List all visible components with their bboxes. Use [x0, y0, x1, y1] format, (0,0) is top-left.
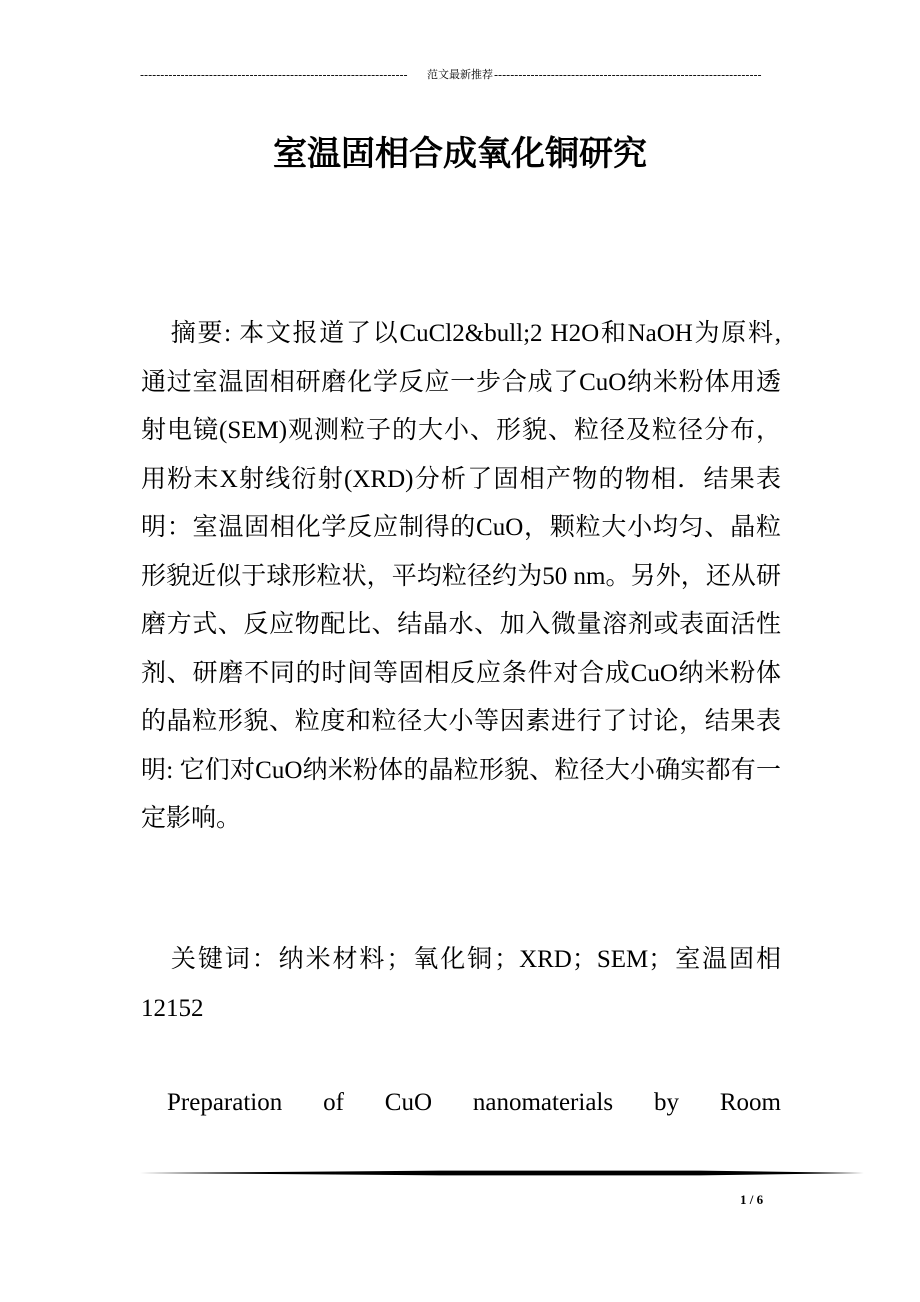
- page-number: 1 / 6: [740, 1192, 764, 1207]
- header-dashes-left: ------------------------------------------------------------------: [140, 68, 408, 82]
- english-title-word: nanomaterials: [472, 1089, 614, 1116]
- footer-rule: [140, 1170, 864, 1176]
- document-title: 室温固相合成氧化铜研究: [273, 134, 647, 174]
- abstract-paragraph: [141, 310, 781, 844]
- english-title-word: Preparation: [167, 1089, 283, 1116]
- abstract-text: 摘要: 本文报道了以CuCl2&bull;2 H2O和NaOH为原料, 通过室温固相研磨化学反应一步合成了CuO纳米粉体用透射电镜(SEM)观测粒子的大小、形貌、粒径及粒径分布，用粉末X射线衍射(XRD)分析了固相产物的物相．结果表明：室温固相化学反应制得的CuO，颗粒大小均匀、晶粒形貌近似于球形粒状，平均粒径约为50 nm。另外，还从研磨方式、反应物配比、结晶水、加入微量溶剂或表面活性剂、研磨不同的时间等固相反应条件对合成CuO纳米粉体的晶粒形貌、粒度和粒径大小等因素进行了讨论，结果表明: 它们对CuO纳米粉体的晶粒形貌、粒径大小确实都有一定影响。: [141, 320, 781, 832]
- page-header-banner: [140, 66, 780, 84]
- english-title-word: of: [323, 1089, 344, 1116]
- keywords-text: 关键词：纳米材料；氧化铜；XRD；SEM；室温固相 12152: [141, 946, 781, 1022]
- header-dashes-right: ------------------------------------------------------------------: [494, 68, 762, 82]
- keywords-paragraph: [141, 936, 781, 1033]
- english-title-line: [167, 1081, 781, 1125]
- english-title-word: Room: [719, 1089, 781, 1116]
- header-label: 范文最新推荐: [427, 68, 493, 81]
- english-title-word: CuO: [384, 1089, 433, 1116]
- english-title-word: by: [653, 1089, 679, 1116]
